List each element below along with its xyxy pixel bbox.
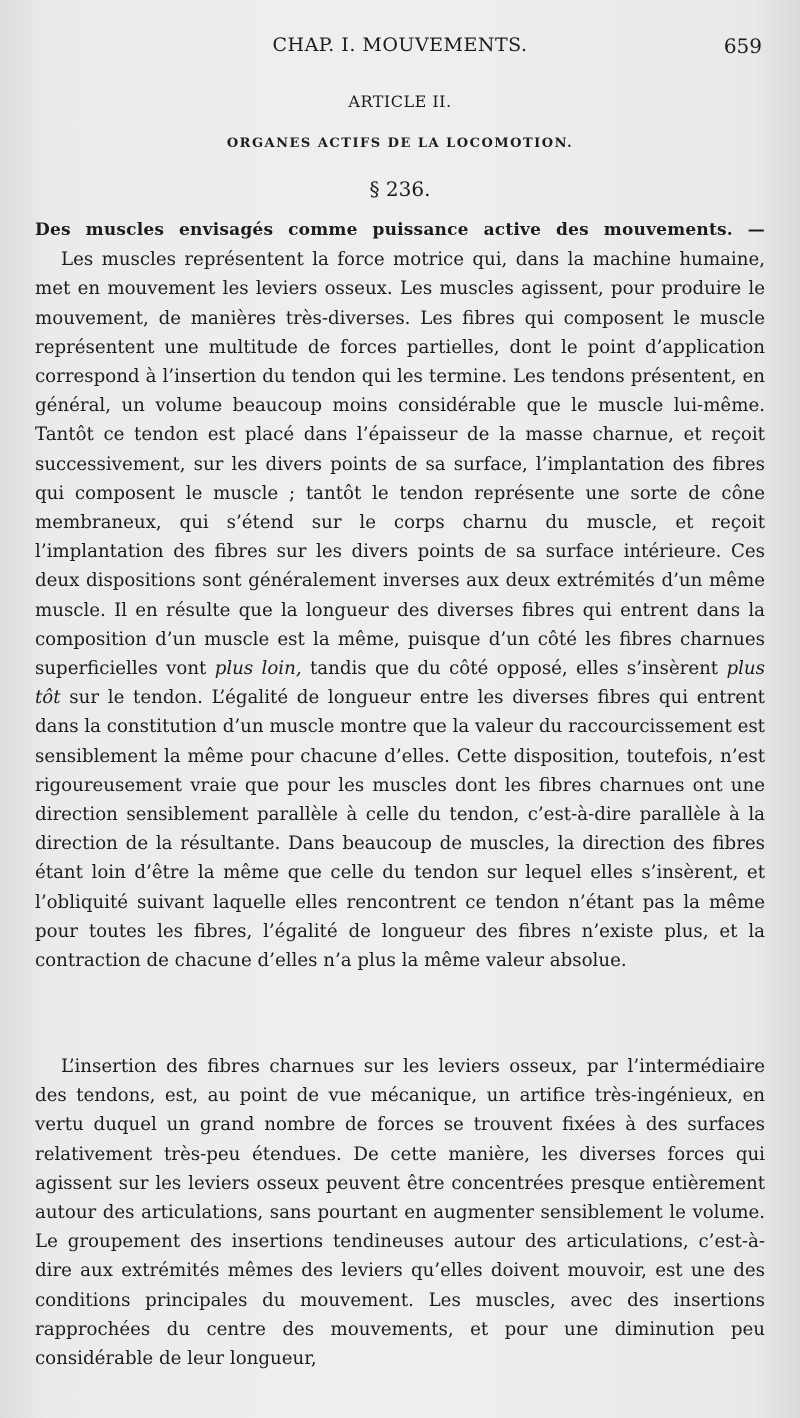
- page-number: 659: [723, 34, 762, 58]
- article-label: ARTICLE II.: [348, 92, 452, 111]
- paragraph-1-part-3: sur le tendon. L’égalité de longueur entre les diverses fibres qui entrent dans la constitution d’un muscle montre que la valeur du raccourcissement est sensiblement la même pour chacune d’elles. Cette disposition, toutefois, n’est rigoureusement vraie que pour les muscles dont les fibres charnues ont une direction sensiblement parallèle à celle du tendon, c’est-à-dire parallèle à la direction de la résultante. Dans beaucoup de muscles, la direction des fibres étant loin d’être la même que celle du tendon sur lequel elles s’insèrent, et l’obliquité suivant laquelle elles rencontrent ce tendon n’étant pas la même pour toutes les fibres, l’égalité de longueur des fibres n’existe plus, et la contraction de chacune d’elles n’a plus la même valeur absolue.: [35, 687, 765, 972]
- paragraph-1: [35, 216, 765, 975]
- paragraph-1-text: [35, 245, 765, 975]
- emphasis-plus-loin: plus loin,: [214, 658, 302, 680]
- paragraph-1-part-1: Les muscles représentent la force motrice qui, dans la machine humaine, met en mouvement les leviers osseux. Les muscles agissent, pour produire le mouvement, de manières très-diverses. Les fibres qui composent le muscle représentent une multitude de forces partielles, dont le point d’application correspond à l’insertion du tendon qui les termine. Les tendons présentent, en général, un volume beaucoup moins considérable que le muscle lui-même. Tantôt ce tendon est placé dans l’épaisseur de la masse charnue, et reçoit successivement, sur les divers points de sa surface, l’implantation des fibres qui composent le muscle ; tantôt le tendon représente une sorte de cône membraneux, qui s’étend sur le corps charnu du muscle, et reçoit l’implantation des fibres sur les divers points de sa surface intérieure. Ces deux dispositions sont généralement inverses aux deux extrémités d’un même muscle. Il en résulte que la longueur des diverses fibres qui entrent dans la composition d’un muscle est la même, puisque d’un côté les fibres charnues superficielles vont: [35, 249, 765, 680]
- running-head: [0, 32, 800, 62]
- section-title: ORGANES ACTIFS DE LA LOCOMOTION.: [226, 136, 574, 151]
- paragraph-2: L’insertion des fibres charnues sur les leviers osseux, par l’intermédiaire des tendons, est, au point de vue mécanique, un artifice très-ingénieux, en vertu duquel un grand nombre de forces se trouvent fixées à des surfaces relativement très-peu étendues. De cette manière, les diverses forces qui agissent sur les leviers osseux peuvent être concentrées presque entièrement autour des articulations, sans pourtant en augmenter sensiblement le volume. Le groupement des insertions tendineuses autour des articulations, c’est-à-dire aux extrémités mêmes des leviers qu’elles doivent mouvoir, est une des conditions principales du mouvement. Les muscles, avec des insertions rapprochées du centre des mouvements, et pour une diminution peu considérable de leur longueur,: [35, 1056, 765, 1370]
- emphasis-plus-tot: plus tôt: [35, 658, 765, 709]
- section-number: § 236.: [369, 177, 431, 201]
- paragraph-lead-heading: Des muscles envisagés comme puissance active des mouvements. —: [35, 220, 765, 240]
- running-title: CHAP. I. MOUVEMENTS.: [272, 34, 528, 56]
- paragraph-1-part-2: tandis que du côté opposé, elles s’insèrent: [309, 658, 719, 680]
